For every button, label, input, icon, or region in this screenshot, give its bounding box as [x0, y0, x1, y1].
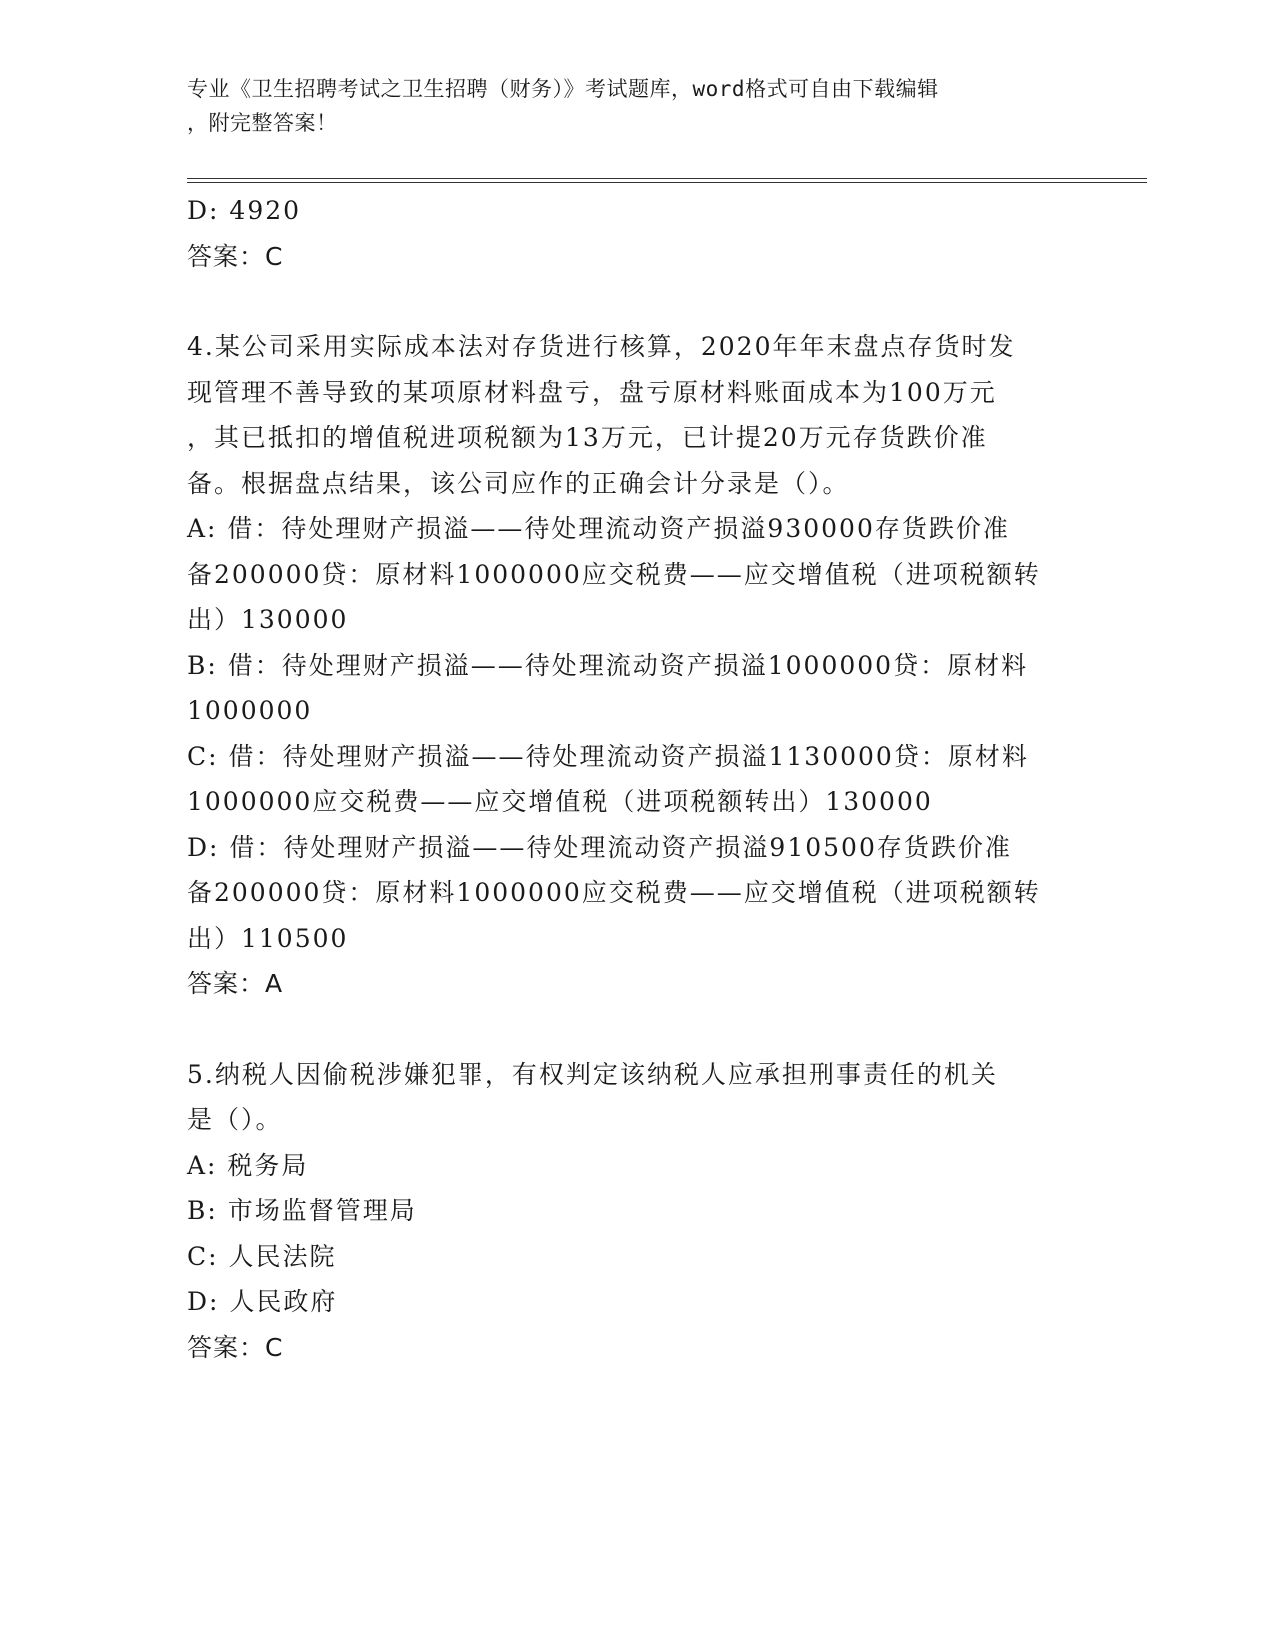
q4-stem-line: ，其已抵扣的增值税进项税额为13万元，已计提20万元存货跌价准	[187, 423, 988, 452]
header-line-2: ，附完整答案！	[187, 111, 338, 135]
q5-option-d: D: 人民政府	[187, 1287, 338, 1316]
q4-option-a-line: 出）130000	[187, 605, 349, 634]
q3-answer: 答案：C	[187, 241, 284, 271]
q3-option-d: D: 4920	[187, 196, 302, 225]
spacer	[187, 279, 1077, 324]
q5-option-a: A: 税务局	[187, 1150, 309, 1180]
q4-option-c-line: C: 借：待处理财产损溢——待处理流动资产损溢1130000贷：原材料	[187, 741, 1029, 771]
header-divider	[187, 178, 1147, 183]
page-header	[187, 72, 1077, 140]
q5-stem-line: 是（）。	[187, 1105, 283, 1134]
q5-option-c: C: 人民法院	[187, 1241, 337, 1271]
q4-option-b-line: B: 借：待处理财产损溢——待处理流动资产损溢1000000贷：原材料	[187, 650, 1029, 680]
question-4	[187, 324, 1077, 1007]
question-5	[187, 1052, 1077, 1371]
header-line-1: 专业《卫生招聘考试之卫生招聘（财务）》考试题库，word格式可自由下载编辑	[187, 77, 939, 101]
q4-option-c-line: 1000000应交税费——应交增值税（进项税额转出）130000	[187, 787, 933, 816]
q4-stem-line: 4.某公司采用实际成本法对存货进行核算，2020年年末盘点存货时发	[187, 332, 1016, 361]
q4-option-d-line: 备200000贷：原材料1000000应交税费——应交增值税（进项税额转	[187, 878, 1041, 907]
q4-option-d-line: 出）110500	[187, 923, 349, 953]
q4-stem-line: 备。根据盘点结果，该公司应作的正确会计分录是（）。	[187, 468, 850, 498]
q4-option-a-line: A: 借：待处理财产损溢——待处理流动资产损溢930000存货跌价准	[187, 514, 1010, 543]
spacer	[187, 1007, 1077, 1052]
q4-stem-line: 现管理不善导致的某项原材料盘亏，盘亏原材料账面成本为100万元	[187, 377, 997, 407]
q5-answer: 答案：C	[187, 1332, 284, 1362]
q5-stem-line: 5.纳税人因偷税涉嫌犯罪，有权判定该纳税人应承担刑事责任的机关	[187, 1059, 998, 1089]
question-content	[187, 188, 1077, 1370]
q4-option-d-line: D: 借：待处理财产损溢——待处理流动资产损溢910500存货跌价准	[187, 832, 1012, 862]
q4-option-a-line: 备200000贷：原材料1000000应交税费——应交增值税（进项税额转	[187, 559, 1041, 589]
q4-option-b-line: 1000000	[187, 696, 313, 725]
q5-option-b: B: 市场监督管理局	[187, 1196, 417, 1225]
q4-answer: 答案：A	[187, 969, 284, 998]
